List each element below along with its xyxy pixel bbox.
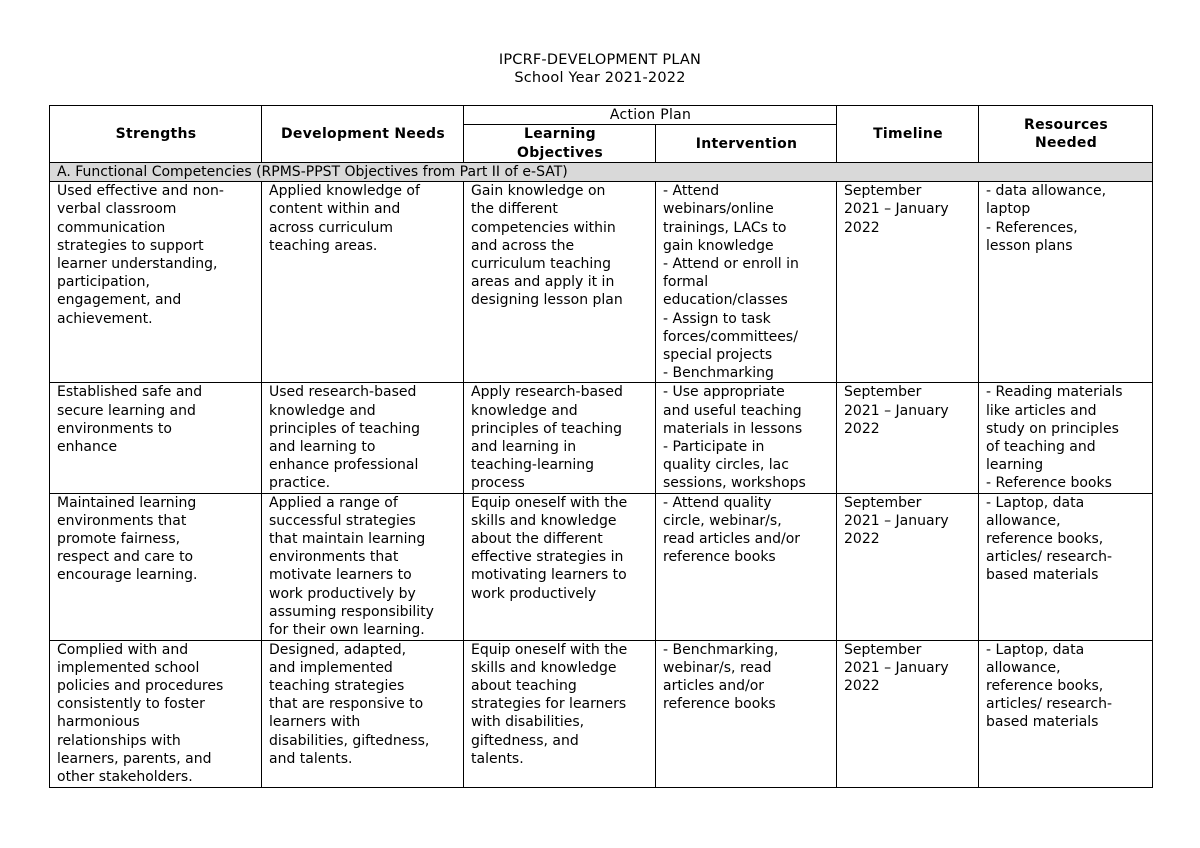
cell-intervention: - Benchmarking, webinar/s, read articles and/or reference books xyxy=(656,640,837,787)
header-development-needs: Development Needs xyxy=(262,106,464,163)
cell-learning-objectives: Equip oneself with the skills and knowledge about teaching strategies for learners with disabilities, giftedness, and talents. xyxy=(464,640,656,787)
cell-intervention: - Attend webinars/online trainings, LACs to gain knowledge - Attend or enroll in formal education/classes - Assign to task forces/committees/ special projects - Benchmarking xyxy=(656,182,837,383)
table-row xyxy=(50,493,1153,640)
header-resources-needed: Resources Needed xyxy=(979,106,1153,163)
cell-strengths: Complied with and implemented school policies and procedures consistently to foster harmonious relationships with learners, parents, and other stakeholders. xyxy=(50,640,262,787)
table-row xyxy=(50,182,1153,383)
cell-strengths: Used effective and non- verbal classroom communication strategies to support learner understanding, participation, engagement, and achievement. xyxy=(50,182,262,383)
cell-development-needs: Designed, adapted, and implemented teaching strategies that are responsive to learners with disabilities, giftedness, and talents. xyxy=(262,640,464,787)
table-row xyxy=(50,640,1153,787)
cell-development-needs: Used research-based knowledge and principles of teaching and learning to enhance professional practice. xyxy=(262,383,464,493)
cell-intervention: - Use appropriate and useful teaching materials in lessons - Participate in quality circles, lac sessions, workshops xyxy=(656,383,837,493)
cell-timeline: September 2021 – January 2022 xyxy=(837,493,979,640)
cell-intervention: - Attend quality circle, webinar/s, read articles and/or reference books xyxy=(656,493,837,640)
header-learning-objectives: Learning Objectives xyxy=(464,125,656,163)
cell-timeline: September 2021 – January 2022 xyxy=(837,383,979,493)
development-plan-table xyxy=(49,105,1153,788)
cell-learning-objectives: Gain knowledge on the different competencies within and across the curriculum teaching areas and apply it in designing lesson plan xyxy=(464,182,656,383)
section-functional-competencies: A. Functional Competencies (RPMS-PPST Objectives from Part II of e-SAT) xyxy=(50,163,1153,182)
header-strengths: Strengths xyxy=(50,106,262,163)
cell-timeline: September 2021 – January 2022 xyxy=(837,640,979,787)
cell-timeline: September 2021 – January 2022 xyxy=(837,182,979,383)
title-main: IPCRF-DEVELOPMENT PLAN xyxy=(498,52,702,68)
cell-learning-objectives: Equip oneself with the skills and knowledge about the different effective strategies in motivating learners to work productively xyxy=(464,493,656,640)
table-row xyxy=(50,383,1153,493)
title-school-year: School Year 2021-2022 xyxy=(514,70,686,86)
cell-development-needs: Applied knowledge of content within and across curriculum teaching areas. xyxy=(262,182,464,383)
cell-strengths: Maintained learning environments that promote fairness, respect and care to encourage learning. xyxy=(50,493,262,640)
document-title xyxy=(0,51,1200,87)
header-timeline: Timeline xyxy=(837,106,979,163)
cell-strengths: Established safe and secure learning and environments to enhance xyxy=(50,383,262,493)
cell-development-needs: Applied a range of successful strategies that maintain learning environments that motivate learners to work productively by assuming responsibility for their own learning. xyxy=(262,493,464,640)
cell-learning-objectives: Apply research-based knowledge and principles of teaching and learning in teaching-learning process xyxy=(464,383,656,493)
header-intervention: Intervention xyxy=(656,125,837,163)
header-action-plan: Action Plan xyxy=(464,106,837,125)
cell-resources: - Laptop, data allowance, reference books, articles/ research- based materials xyxy=(979,640,1153,787)
cell-resources: - Laptop, data allowance, reference books, articles/ research- based materials xyxy=(979,493,1153,640)
cell-resources: - data allowance, laptop - References, lesson plans xyxy=(979,182,1153,383)
cell-resources: - Reading materials like articles and study on principles of teaching and learning - Reference books xyxy=(979,383,1153,493)
